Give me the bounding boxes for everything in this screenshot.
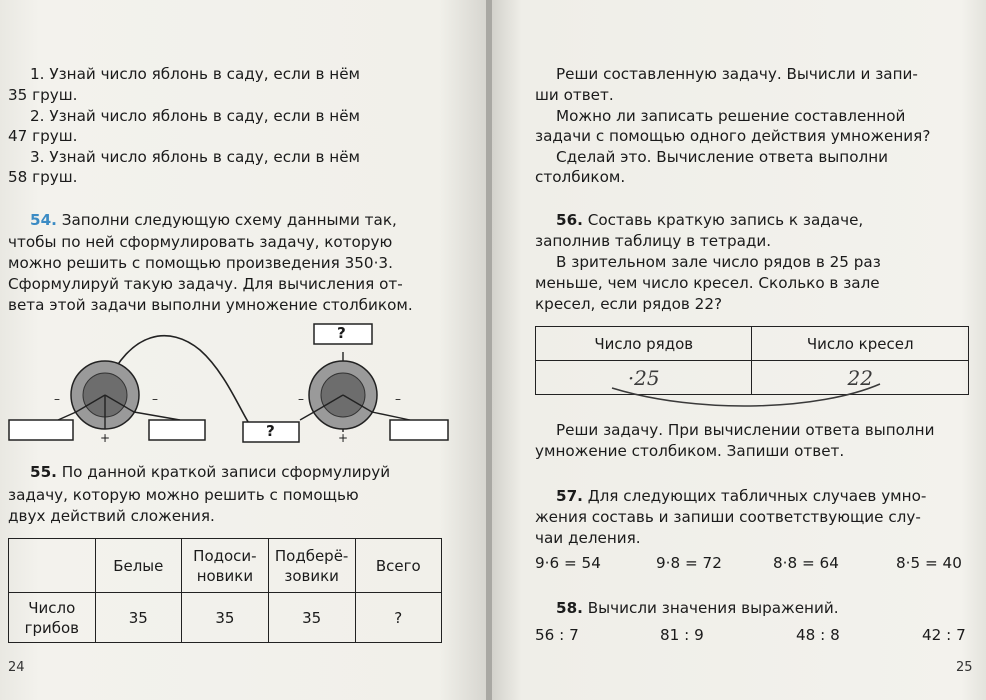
- task-57-line: чаи деления.: [535, 529, 641, 547]
- table-header-cell: Подоси- новики: [182, 539, 269, 593]
- equation: 9·8 = 72: [656, 554, 722, 572]
- task-55-line: По данной краткой записи сформулируй: [56, 463, 391, 481]
- table-cell: 35: [95, 593, 182, 643]
- table-header-cell: Число рядов: [536, 327, 752, 361]
- task-54-line: чтобы по ней сформулировать задачу, которую: [8, 233, 393, 251]
- scheme-question-top: ?: [337, 324, 346, 342]
- expression: 56 : 7: [535, 626, 579, 644]
- table-header-cell: Подберё- зовики: [268, 539, 355, 593]
- task-56-line: меньше, чем число кресел. Сколько в зале: [535, 274, 880, 292]
- task-54-number: 54.: [30, 211, 57, 229]
- task-54-line: Сформулируй такую задачу. Для вычисления от-: [8, 275, 403, 293]
- item-3-line-2: 58 груш.: [8, 168, 78, 186]
- scheme-minus: –: [298, 392, 304, 406]
- seats-table: [535, 326, 969, 395]
- intro-line: задачи с помощью одного действия умножения?: [535, 127, 931, 145]
- task-55-line: двух действий сложения.: [8, 507, 215, 525]
- intro-line: Реши составленную задачу. Вычисли и запи-: [556, 65, 918, 83]
- table-header-cell: Число кресел: [752, 327, 969, 361]
- table-cell: ?: [355, 593, 441, 643]
- task-56-line: В зрительном зале число рядов в 25 раз: [556, 253, 881, 271]
- page-number-right: 25: [956, 660, 973, 675]
- scheme-minus: –: [395, 392, 401, 406]
- task-56-number: 56.: [556, 211, 583, 229]
- task-56-after-line: Реши задачу. При вычислении ответа выполни: [556, 421, 935, 439]
- task-55-line: задачу, которую можно решить с помощью: [8, 486, 359, 504]
- handwritten-cell: 22: [752, 361, 969, 395]
- intro-line: ши ответ.: [535, 86, 614, 104]
- item-2-line-2: 47 груш.: [8, 127, 78, 145]
- mushroom-table: [8, 538, 442, 643]
- task-57-line: Для следующих табличных случаев умно-: [582, 487, 927, 505]
- task-56-after-line: умножение столбиком. Запиши ответ.: [535, 442, 845, 460]
- task-58-text: Вычисли значения выражений.: [582, 599, 839, 617]
- scheme-minus: –: [54, 392, 60, 406]
- table-cell: 35: [268, 593, 355, 643]
- table-cell: 35: [182, 593, 269, 643]
- scheme-minus: –: [152, 392, 158, 406]
- expression: 81 : 9: [660, 626, 704, 644]
- intro-line: Можно ли записать решение составленной: [556, 107, 906, 125]
- equation: 8·8 = 64: [773, 554, 839, 572]
- equation: 9·6 = 54: [535, 554, 601, 572]
- scheme-box-right: [390, 420, 448, 440]
- task-56-first-line: [556, 210, 863, 231]
- table-header-cell: Белые: [95, 539, 182, 593]
- table-header-cell: [9, 539, 96, 593]
- table-row-label: Число грибов: [9, 593, 96, 643]
- page-number-left: 24: [8, 660, 25, 675]
- expression: 42 : 7: [922, 626, 966, 644]
- scheme-box-mid: [149, 420, 205, 440]
- table-header-cell: Всего: [355, 539, 441, 593]
- intro-line: Сделай это. Вычисление ответа выполни: [556, 148, 889, 166]
- item-1-line-1: 1. Узнай число яблонь в саду, если в нём: [30, 65, 361, 83]
- handwritten-cell: ·25: [536, 361, 752, 395]
- task-56-line: Составь краткую запись к задаче,: [582, 211, 864, 229]
- task-54-line: можно решить с помощью произведения 350·3.: [8, 254, 393, 272]
- task-56-line: заполнив таблицу в тетради.: [535, 232, 772, 250]
- item-3-line-1: 3. Узнай число яблонь в саду, если в нём: [30, 148, 361, 166]
- scheme-diagram: [0, 0, 488, 460]
- task-56-line: кресел, если рядов 22?: [535, 295, 723, 313]
- task-55-number: 55.: [30, 463, 57, 481]
- task-57-first-line: [556, 486, 926, 507]
- scheme-plus: +: [100, 431, 111, 445]
- task-54-line: вета этой задачи выполни умножение столбиком.: [8, 296, 413, 314]
- intro-line: столбиком.: [535, 168, 626, 186]
- equation: 8·5 = 40: [896, 554, 962, 572]
- task-58-number: 58.: [556, 599, 583, 617]
- item-2-line-1: 2. Узнай число яблонь в саду, если в нём: [30, 107, 361, 125]
- scheme-plus: +: [338, 431, 349, 445]
- task-57-number: 57.: [556, 487, 583, 505]
- task-55-first-line: [30, 462, 390, 483]
- item-1-line-2: 35 груш.: [8, 86, 78, 104]
- task-54-line: Заполни следующую схему данными так,: [56, 211, 397, 229]
- scheme-box-left: [9, 420, 73, 440]
- expression: 48 : 8: [796, 626, 840, 644]
- task-58-line: [556, 598, 839, 619]
- scheme-question-bottom: ?: [266, 422, 275, 440]
- task-57-line: жения составь и запиши соответствующие слу-: [535, 508, 921, 526]
